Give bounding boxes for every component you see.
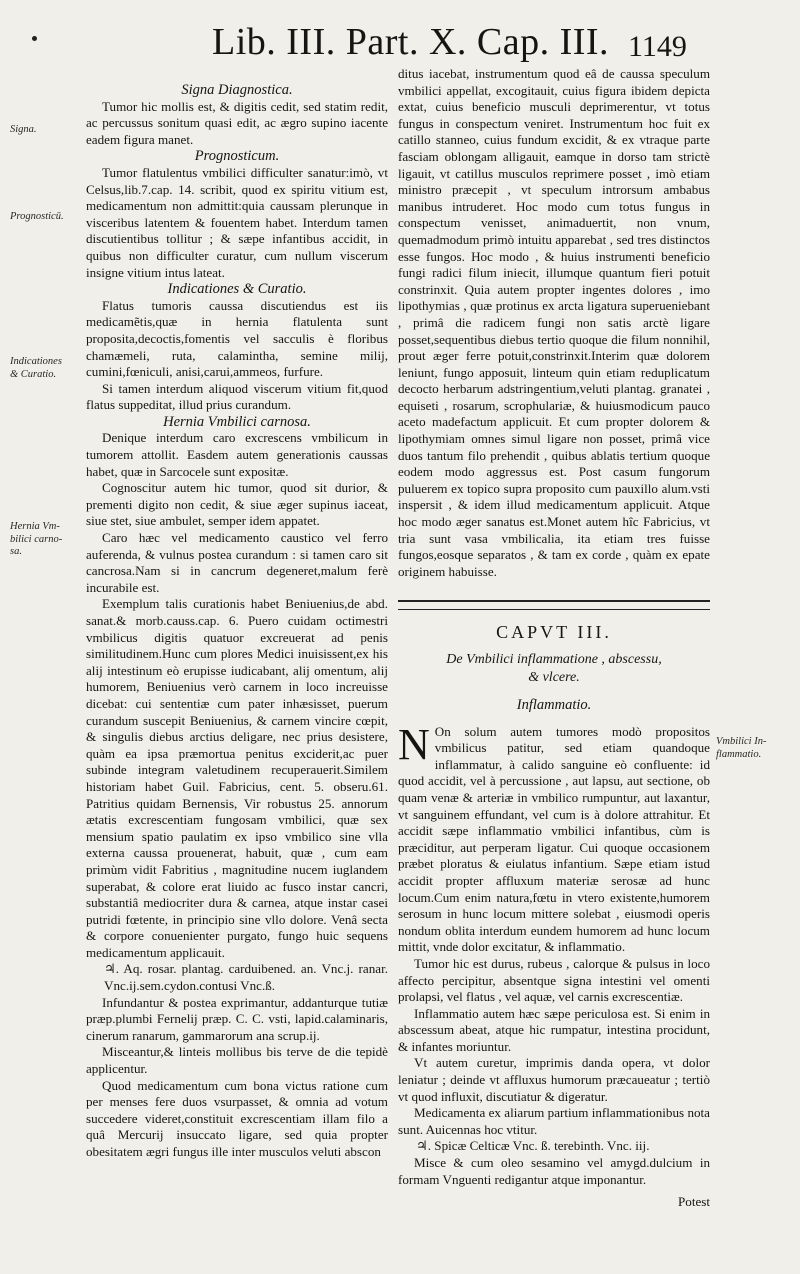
page-number: 1149 [628, 30, 687, 63]
margin-note-indicationes [10, 356, 62, 381]
margin-note-line: sa. [10, 546, 22, 557]
paragraph-text: On solum autem tumores modò propositos vmbilicus patitur, sed etiam quandoque inflammatur, à calido sanguine eò confluente: id quod accidit, vel à percussione , aut lapsu, aut sectione, ob quam venæ & arteriæ in vmbilico rumpuntur, aut laxantur, vt sanguinem effundant, vel cum is à dolore attrahitur. Et accidit sæpe inflammatio vmbilici infantibus, cùm is præciditur, aut perperam ligatur. Cui quoque occasionem præbet ploratus & eiulatus infantium. Sæpe etiam istud accidit propter affluxum materiæ serosæ ad hunc locum.Cum enim natura,fœtu in vtero existente,humorem serosum in hunc locum mittere solebat , eiusmodi operis nondum oblita interdum eundem humorem ad hunc locum mittit, vnde dolor excitatur, & inflammatio. [398, 723, 710, 955]
drop-cap: N [398, 719, 430, 769]
paragraph: Medicamenta ex aliarum partium inflammationibus nota sunt. Auicennas hoc vtitur. [398, 1105, 710, 1137]
chapter-divider-rule [398, 600, 710, 610]
margin-note-line: Hernia Vm- [10, 521, 60, 532]
paragraph: Vt autem curetur, imprimis danda opera, vt dolor leniatur ; deinde vt affluxus humorum præcaueatur ; tertiò vt quod influxit, discutiatur & digeratur. [398, 1055, 710, 1104]
chapter-subtitle-line: & vlcere. [528, 670, 580, 685]
paragraph-continuation: ditus iacebat, instrumentum quod eâ de caussa speculum vmbilici appellat, excogitauit, cuius figura ibidem depicta extat, cuius beneficio musculi deprimerentur, vt totus fungus in conspectum veniret. Instrumentum hoc fuit ex catillo stanneo, cuius fundum excidit, & ex vtraque parte fasciam oblongam alligauit, eamque in dorso tam strictè ligauit, vt catillus musculos reprimere posset , imò etiam ministro præcepit , vt speculum introrsum ambabus manibus intruderet. Hoc modo cum totus fungus in conspectum venisset, animaduertit, non vnum, quemadmodum primò intuitu apparebat , sed tres distinctos esse fungos. Hoc modo , & huius instrumenti beneficio fungi radici filum iniecit, illumque quantum fieri potuit constrinxit. Quia autem propter ingentes dolores , imo lipothymias , quæ protinus ex arcta ligatura superueniebant , primâ die radicem fungi non satis arctè ligare posset,sequentibus diebus tertio quoque die filum nonnihil, prout æger ferre potuit,constrinxit.Interim quæ dolorem leniunt, fungo apposuit, linteum quin etiam reduplicatum decocto herbarum adstringentium,veluti plantag. granatei , equiseti , rosarum, scrophulariæ, & huiusmodicum pauco aceto madefactum applicuit. Et cum propter dolorem & lipothymiam omnes simul ligare non posset, primâ vice duos tantum filo prehendit , quibus ablatis tertium quoque eodem modo aggressus est. Post casum fungorum puluerem ex topico supra proposito cum pauxillo alum.vsti inspersit , & idem illud medicamentum applicuit. Atque hoc modo æger sanatus est.Monet autem hîc Fabricius, vt tria sunt vasa vmbilicalia, ita etiam tres fuisse fungos,eosque separatos , & tam ex corde , quàm ex epate originem habuisse. [398, 66, 710, 579]
paragraph: Si tamen interdum aliquod viscerum vitium fit,quod flatus suppeditat, illud prius curandum. [86, 380, 388, 413]
left-column [86, 82, 388, 1161]
page-header [0, 20, 800, 68]
margin-note-signa: Signa. [10, 124, 37, 135]
paragraph: Tumor hic mollis est, & digitis cedit, sed statim redit, ac percussus sonitum quasi edit, ac ægro supino iacente eadem figura manet. [86, 98, 388, 147]
margin-note-line: Indicationes [10, 356, 62, 367]
margin-note-prognosticum: Prognosticū. [10, 211, 64, 222]
paragraph: Exemplum talis curationis habet Beniuenius,de abd. sanat.& morb.causs.cap. 6. Puero cuidam octimestri vmbilicus digitis quatuor excreuerat ad penis similitudinem.Hunc cum plores Medici inuisissent,ex his alij intestinum eò erupisse iudicabant, alij omentum, alij humorem, Beniuenius verò carnem in loco increuisse dicebat: cui sententiæ cum pater inhæsisset, puerum curandum suscepit Beniuenius, & carnem vincire cœpit, & singulis diebus arctius deligare, nec prius desistere, quàm ea ipsa præmortua penitus exciderit,ac puer subinde integram valetudinem recuperauerit.Similem historiam habet Guil. Fabricius, cent. 5. obseru.61. Patritius quidam Bernensis, Vir robustus 25. annorum ætatis excrescentiam fungosam vmbilici, quæ sex mensium spatio paulatim ex ipso vmbilico sine vlla externa caussa prouenerat, habuit, quæ , cum eam primùm vidit Fabritius , magnitudine nucem iuglandem superabat, & colore erat liuido ac fusco instar cancri, substantiâ mediocriter dura & carnea, atque instar casei putridi fœtente, in principio sine vllo dolore. Venâ secta & corpore conuenienter purgato, fungo huic sequens medicamentum applicauit. [86, 596, 388, 960]
margin-note-line: Vmbilici In- [716, 736, 767, 747]
paragraph: Inflammatio autem hæc sæpe periculosa est. Si enim in abscessum abeat, atque hic rumpatur, intestina procidunt, & infantes moriuntur. [398, 1005, 710, 1054]
section-heading-prognosticum: Prognosticum. [194, 148, 280, 165]
paragraph: Denique interdum caro excrescens vmbilicum in tumorem attollit. Easdem autem generationis caussas habet, quæ in Sarcocele sunt expositæ. [86, 430, 388, 479]
margin-note-line: flammatio. [716, 748, 762, 760]
paragraph: Flatus tumoris caussa discutiendus est iis medicamẽtis,quæ in hernia flatulenta sunt proposita,decoctis,fomentis vel sacculis è floribus chamæmeli, ruta, calamintha, semine milij, cumini,fœniculi, anisi,carui,ammeos, furfure. [86, 297, 388, 380]
paragraph: Cognoscitur autem hic tumor, quod sit durior, & prementi digito non cedit, & siue æger supinus iaceat, siue stet, siue ambulet, semper idem appatet. [86, 480, 388, 529]
right-column [398, 66, 710, 1211]
chapter-subtitle [398, 651, 710, 687]
margin-note-line: bilici carno- [10, 533, 63, 545]
paragraph-with-dropcap [398, 719, 710, 956]
margin-note-line: & Curatio. [10, 368, 57, 380]
catchword: Potest [677, 1194, 710, 1210]
margin-note-umbilici [716, 736, 766, 761]
recipe-formula: ♃. Aq. rosar. plantag. carduibened. an. Vnc.j. ranar. Vnc.ij.sem.cydon.contusi Vnc.ß. [104, 961, 388, 994]
paragraph: Infundantur & postea exprimantur, addanturque tutiæ præp.plumbi Fernelij præp. C. C. vsti, lapid.calaminaris, cinerum ranarum, gammarorum ana scrup.ij. [86, 994, 388, 1043]
paragraph: Misceantur,& linteis mollibus bis terve de die tepidè applicentur. [86, 1044, 388, 1077]
chapter-title: CAPVT III. [496, 622, 612, 643]
margin-note-hernia [10, 521, 62, 559]
paragraph: Misce & cum oleo sesamino vel amygd.dulcium in formam Vnguenti redigantur atque imponantur. [398, 1155, 710, 1187]
recipe-formula: ♃. Spicæ Celticæ Vnc. ß. terebinth. Vnc. iij. [416, 1138, 650, 1154]
section-heading-inflammatio: Inflammatio. [516, 697, 592, 713]
paragraph: Tumor hic est durus, rubeus , calorque & pulsus in loco affecto percipitur, absentque signa intestini vel omenti prolapsi, vel flatus , vel aquæ, vel carnis excrescentiæ. [398, 955, 710, 1005]
paragraph: Quod medicamentum cum bona victus ratione cum per menses fere duos vsurpasset, & omnia ad votum succedere videret,constituit excrescentiam illam filo a quâ Mercurij insuccato ligare, sed quia propter obesitatem ægri fungus ille inter musculos veluti abscon [86, 1077, 388, 1159]
paragraph: Tumor flatulentus vmbilici difficulter sanatur:imò, vt Celsus,lib.7.cap. 14. scribit, quod ex spiritu vitium est, medicamentum non admittit:quia caussam plerunque in visceribus latentem & fouentem habet. Interdum tamen discutientibus tollitur ; & sæpe infantibus accidit, in quibus non difficulter curatur, cum nullum viscerum insigne vitium intus lateat. [86, 164, 388, 280]
chapter-subtitle-line: De Vmbilici inflammatione , abscessu, [446, 652, 662, 667]
section-heading-signa: Signa Diagnostica. [181, 82, 293, 98]
section-heading-indicationes: Indicationes & Curatio. [167, 281, 307, 298]
paragraph: Caro hæc vel medicamento caustico vel ferro auferenda, & vulnus postea curandum : si tamen caro sit cancrosa.Nam si in cancrum degeneret,malum ferè incurabile est. [86, 530, 388, 595]
section-heading-hernia: Hernia Vmbilici carnosa. [163, 413, 311, 430]
running-title: Lib. III. Part. X. Cap. III. [212, 21, 610, 63]
